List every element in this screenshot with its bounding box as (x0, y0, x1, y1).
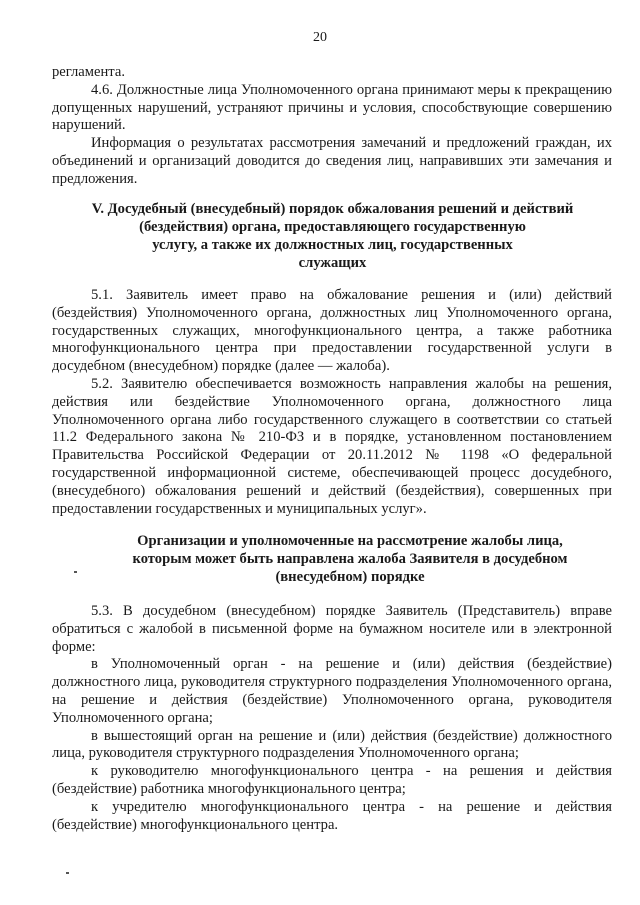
paragraph-5-1: 5.1. Заявитель имеет право на обжалование решения и (или) действий (бездействия) Уполномоченного органа, должностных лиц Уполномоченного органа, государственных служащих, многофункционального центра, а также работника многофункционального центра при предоставлении государственной услуги в досудебном (внесудебном) порядке (далее — жалоба). (52, 287, 612, 375)
section-5-heading-line-4: служащих (298, 255, 367, 271)
page-number: 20 (313, 30, 327, 45)
scan-speck (74, 571, 77, 573)
list-item-mfc-head: к руководителю многофункционального центра - на решения и действия (бездействие) работника многофункционального центра; (52, 763, 612, 797)
list-item-authorized-body: в Уполномоченный орган - на решение и (или) действия (бездействие) должностного лица, руководителя структурного подразделения Уполномоченного органа, на решение и действия (бездействие) Уполномоченного органа, руководителя Уполномоченного органа; (52, 656, 612, 726)
text-block-4-6 (52, 64, 612, 189)
paragraph-5-2: 5.2. Заявителю обеспечивается возможность направления жалобы на решения, действия или бездействие Уполномоченного органа, должностного лица Уполномоченного органа либо государственного служащего в соответствии со статьей 11.2 Федерального закона № 210-ФЗ и в порядке, установленном постановлением Правительства Российской Федерации от 20.11.2012 № 1198 «О федеральной государственной информационной системе, обеспечивающей процесс досудебного, (внесудебного) обжалования решений и действий (бездействия), совершенных при предоставлении государственных и муниципальных услуг». (52, 375, 612, 517)
paragraph-4-6: 4.6. Должностные лица Уполномоченного органа принимают меры к прекращению допущенных нарушений, устраняют причины и условия, способствующие совершению нарушений. (52, 81, 612, 134)
text-block-5-1-5-2 (52, 287, 612, 518)
organizations-heading (100, 532, 600, 586)
organizations-heading-line-2: которым может быть направлена жалоба Заявителя в досудебном (132, 551, 568, 567)
section-5-heading (80, 200, 585, 272)
organizations-heading-line-3: (внесудебном) порядке (275, 569, 425, 585)
list-item-higher-body: в вышестоящий орган на решение и (или) действия (бездействие) должностного лица, руководителя структурного подразделения Уполномоченного органа; (52, 727, 612, 762)
scan-speck (66, 872, 69, 874)
section-5-heading-line-1: V. Досудебный (внесудебный) порядок обжалования решений и действий (91, 201, 574, 217)
list-item-mfc-founder: к учредителю многофункционального центра - на решение и действия (бездействие) многофункционального центра. (52, 798, 612, 833)
paragraph-continuation: регламента. (52, 64, 125, 80)
section-5-heading-line-3: услугу, а также их должностных лиц, государственных (152, 237, 513, 253)
section-5-heading-line-2: (бездействия) органа, предоставляющего государственную (139, 219, 526, 235)
paragraph-5-3: 5.3. В досудебном (внесудебном) порядке Заявитель (Представитель) вправе обратиться с жалобой в письменной форме на бумажном носителе или в электронной форме: (52, 603, 612, 655)
organizations-heading-line-1: Организации и уполномоченные на рассмотрение жалобы лица, (137, 533, 563, 549)
paragraph-information: Информация о результатах рассмотрения замечаний и предложений граждан, их объединений и организаций доводится до сведения лиц, направивших эти замечания и предложения. (52, 135, 612, 187)
text-block-5-3 (52, 603, 612, 834)
